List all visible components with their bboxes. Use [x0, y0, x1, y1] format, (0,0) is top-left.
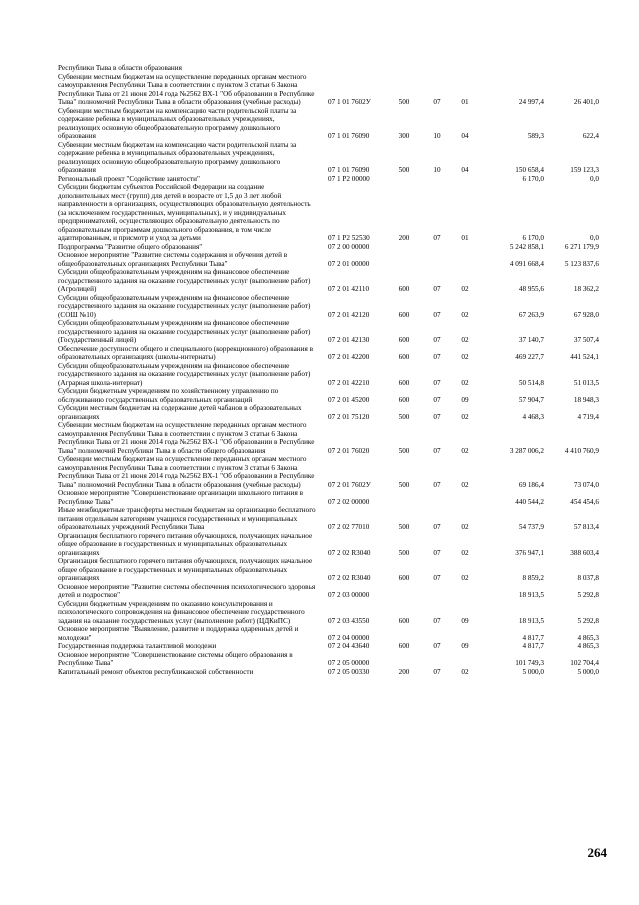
cell-code: 07 2 04 00000 — [328, 633, 370, 642]
cell-rz: 07 — [433, 446, 441, 455]
cell-name: Субсидии местным бюджетам на содержание детей чабанов в образовательных организациях — [58, 404, 302, 421]
table-row — [58, 557, 616, 583]
cell-name: Республики Тыва в области образования — [58, 64, 182, 72]
cell-pr: 04 — [461, 166, 469, 174]
cell-name: Субсидии бюджетным учреждениям по оказанию консультирования и психологического сопровождения на финансовое обеспечение государственного задания на оказание государственных услуг (выполнение работ) (ЦДКиПС) — [58, 599, 305, 625]
cell-name: Обеспечение доступности общего и специального (коррекционного) образования в образовательных организациях (школы-интернаты) — [58, 344, 313, 361]
cell-y2: 0,0 — [590, 174, 599, 183]
cell-code: 07 2 03 00000 — [328, 591, 370, 599]
cell-rz: 07 — [433, 353, 441, 361]
cell-rz: 07 — [433, 616, 441, 625]
page-number: 264 — [587, 845, 607, 860]
cell-y1: 48 955,6 — [518, 285, 544, 293]
cell-rz: 07 — [433, 642, 441, 650]
cell-name: Субсидии общеобразовательным учреждениям на финансовое обеспечение государственного задания на оказание государственных услуг (выполнение работ) (СОШ №10) — [58, 293, 311, 319]
table-row — [58, 268, 616, 294]
cell-code: 07 2 01 7602У — [328, 480, 371, 489]
table-row — [58, 625, 616, 642]
cell-y1: 37 140,7 — [518, 336, 544, 344]
table-row — [58, 455, 616, 489]
cell-y2: 8 037,8 — [577, 574, 599, 582]
cell-rz: 07 — [433, 285, 441, 293]
cell-rz: 07 — [433, 480, 441, 489]
cell-y2: 102 704,4 — [570, 659, 599, 667]
cell-vr: 500 — [398, 548, 410, 557]
cell-pr: 01 — [461, 234, 469, 242]
cell-y1: 57 904,7 — [518, 395, 544, 404]
cell-name: Субсидии общеобразовательным учреждениям на финансовое обеспечение государственного задания на оказание государственных услуг (выполнение работ) (Агролицей) — [58, 268, 311, 293]
cell-y2: 18 362,2 — [573, 285, 599, 293]
cell-y2: 26 401,0 — [573, 98, 599, 106]
cell-name: Субвенции местным бюджетам на осуществление переданных органам местного самоуправления Республики Тыва в соответствии с пунктом 3 статьи 6 Закона Республики Тыва от 21 июня 2014 года №2562 ВХ-1 "Об образовании в Республике Тыва" полномочий Республики Тыва в области образования (учебные расходы) — [58, 455, 315, 489]
cell-code: 07 2 01 00000 — [328, 259, 370, 268]
cell-y2: 18 948,3 — [573, 395, 599, 404]
table-row — [58, 345, 616, 362]
cell-y2: 73 074,0 — [573, 480, 599, 489]
cell-pr: 04 — [461, 132, 469, 140]
cell-name: Основное мероприятие "Совершенствование системы общего образования в Республике Тыва" — [58, 650, 293, 667]
cell-y1: 6 170,0 — [522, 174, 544, 183]
cell-code: 07 2 00 00000 — [328, 242, 370, 251]
cell-vr: 500 — [398, 412, 410, 421]
cell-vr: 500 — [398, 166, 410, 174]
cell-vr: 200 — [398, 234, 410, 242]
cell-name: Субвенции местным бюджетам на компенсацию части родительской платы за содержание ребенка в муниципальных образовательных учреждениях, реализующих основную общеобразовательную программу дошкольного образования — [58, 106, 297, 140]
table-row — [58, 251, 616, 268]
cell-y2: 51 013,5 — [573, 378, 599, 387]
budget-table — [58, 64, 616, 676]
cell-name: Субвенции местным бюджетам на компенсацию части родительской платы за содержание ребенка в муниципальных образовательных учреждениях, реализующих основную общеобразовательную программу дошкольного образования — [58, 140, 297, 174]
cell-y1: 54 737,9 — [518, 523, 544, 531]
cell-y1: 69 186,4 — [518, 480, 544, 489]
cell-code: 07 1 01 7602У — [328, 98, 371, 106]
cell-y2: 5 292,8 — [577, 591, 599, 599]
table-row — [58, 404, 616, 421]
cell-name: Основное мероприятие "Совершенствование организации школьного питания в Республике Тыва" — [58, 489, 303, 506]
cell-y1: 589,3 — [527, 132, 544, 140]
cell-rz: 07 — [433, 412, 441, 421]
table-row — [58, 362, 616, 388]
cell-code: 07 2 05 00000 — [328, 659, 370, 667]
cell-name: Государственная поддержка талантливой молодежи — [58, 642, 217, 650]
cell-y1: 376 947,1 — [515, 548, 544, 557]
cell-y1: 4 468,3 — [522, 412, 544, 421]
cell-pr: 02 — [461, 548, 469, 557]
cell-vr: 600 — [398, 378, 410, 387]
cell-code: 07 2 02 R3040 — [328, 548, 371, 557]
cell-vr: 600 — [398, 395, 410, 404]
cell-code: 07 1 P2 00000 — [328, 174, 370, 183]
cell-vr: 600 — [398, 642, 410, 650]
cell-pr: 02 — [461, 378, 469, 387]
table-row — [58, 387, 616, 404]
table-row — [58, 421, 616, 455]
cell-code: 07 2 02 77010 — [328, 523, 370, 531]
cell-rz: 07 — [433, 310, 441, 319]
cell-y2: 4 719,4 — [577, 412, 599, 421]
cell-code: 07 2 01 42110 — [328, 285, 370, 293]
cell-name: Субсидии общеобразовательным учреждениям на финансовое обеспечение государственного задания на оказание государственных услуг (выполнение работ) (Аграрная школа-интернат) — [58, 361, 311, 387]
cell-rz: 07 — [433, 98, 441, 106]
cell-vr: 600 — [398, 353, 410, 361]
cell-y2: 67 928,0 — [573, 310, 599, 319]
cell-y1: 469 227,7 — [515, 353, 544, 361]
cell-pr: 02 — [461, 412, 469, 421]
cell-y2: 37 507,4 — [573, 336, 599, 344]
cell-vr: 500 — [398, 480, 410, 489]
cell-rz: 07 — [433, 523, 441, 531]
cell-rz: 07 — [433, 378, 441, 387]
cell-y2: 6 271 179,9 — [564, 242, 599, 251]
cell-code: 07 2 02 R3040 — [328, 574, 371, 582]
cell-code: 07 2 05 00330 — [328, 667, 370, 676]
cell-pr: 09 — [461, 395, 469, 404]
cell-rz: 10 — [433, 166, 441, 174]
cell-name: Организация бесплатного горячего питания обучающихся, получающих начальное общее образование в государственных и муниципальных образовательных организациях — [58, 531, 313, 557]
table-row — [58, 506, 616, 532]
cell-vr: 300 — [398, 132, 410, 140]
cell-name: Иные межбюджетные трансферты местным бюджетам на организацию бесплатного питания отдельным категориям учащихся государственных и муниципальных образовательных учреждений Республики Тыва — [58, 506, 316, 531]
cell-vr: 600 — [398, 285, 410, 293]
cell-y1: 18 913,5 — [518, 616, 544, 625]
cell-vr: 600 — [398, 310, 410, 319]
cell-code: 07 2 01 42210 — [328, 378, 370, 387]
cell-rz: 07 — [433, 234, 441, 242]
cell-rz: 07 — [433, 395, 441, 404]
cell-y1: 50 514,8 — [518, 378, 544, 387]
cell-y2: 57 813,4 — [573, 523, 599, 531]
cell-pr: 02 — [461, 353, 469, 361]
cell-name: Региональный проект "Содействие занятости" — [58, 174, 200, 183]
cell-code: 07 2 02 00000 — [328, 497, 370, 506]
cell-y2: 4 410 760,9 — [564, 446, 599, 455]
cell-y1: 101 749,3 — [515, 659, 544, 667]
table-row — [58, 64, 616, 73]
cell-y1: 8 859,2 — [522, 574, 544, 582]
cell-code: 07 1 01 76090 — [328, 132, 370, 140]
cell-pr: 02 — [461, 310, 469, 319]
cell-y2: 388 603,4 — [570, 548, 599, 557]
cell-vr: 500 — [398, 523, 410, 531]
cell-pr: 09 — [461, 642, 469, 650]
cell-code: 07 2 01 42200 — [328, 353, 370, 361]
table-row — [58, 141, 616, 175]
cell-name: Капитальный ремонт объектов республиканской собственности — [58, 667, 254, 676]
cell-name: Основное мероприятие "Развитие системы содержания и обучения детей в общеобразовательных организациях Республики Тыва" — [58, 251, 288, 268]
cell-vr: 600 — [398, 616, 410, 625]
cell-pr: 01 — [461, 98, 469, 106]
cell-name: Основное мероприятие "Развитие системы обеспечения психологического здоровья детей и подростков" — [58, 582, 316, 599]
table-row — [58, 583, 616, 600]
table-row — [58, 489, 616, 506]
table-row — [58, 668, 616, 677]
cell-code: 07 1 01 76090 — [328, 166, 370, 174]
cell-name: Подпрограмма "Развитие общего образования" — [58, 242, 203, 251]
table-row — [58, 319, 616, 345]
cell-name: Субсидии бюджетам субъектов Российской Федерации на создание дополнительных мест (групп) для детей в возрасте от 1,5 до 3 лет любой направленности в организациях, осуществляющих образовательную деятельность (за исключением государственных, муниципальных), и у индивидуальных предпринимателей, осуществляющих образовательную деятельность по образовательным программам дошкольного образования, в том числе адаптированным, и присмотр и уход за детьми — [58, 183, 311, 242]
cell-code: 07 1 P2 52530 — [328, 234, 370, 242]
cell-y1: 18 913,5 — [518, 591, 544, 599]
table-row — [58, 73, 616, 107]
cell-name: Субсидии бюджетным учреждениям по хозяйственному управлению по обслуживанию государственных образовательных организаций — [58, 387, 279, 404]
cell-y2: 4 865,3 — [577, 633, 599, 642]
cell-code: 07 2 01 45200 — [328, 395, 370, 404]
cell-y1: 4 091 668,4 — [509, 259, 544, 268]
cell-pr: 02 — [461, 336, 469, 344]
cell-y2: 5 000,0 — [577, 667, 599, 676]
cell-y2: 622,4 — [582, 132, 599, 140]
cell-name: Основное мероприятие "Выявление, развитие и поддержка одаренных детей и молодежи" — [58, 625, 299, 642]
cell-name: Организация бесплатного горячего питания обучающихся, получающих начальное общее образование в государственных и муниципальных образовательных организациях — [58, 557, 313, 582]
cell-code: 07 2 01 42120 — [328, 310, 370, 319]
table-row — [58, 107, 616, 141]
cell-pr: 02 — [461, 574, 469, 582]
cell-vr: 200 — [398, 667, 410, 676]
cell-y2: 159 123,3 — [570, 166, 599, 174]
cell-y1: 5 242 858,1 — [509, 242, 544, 251]
cell-y1: 3 287 006,2 — [509, 446, 544, 455]
cell-rz: 07 — [433, 667, 441, 676]
cell-code: 07 2 03 43550 — [328, 616, 370, 625]
cell-rz: 07 — [433, 548, 441, 557]
cell-y2: 454 454,6 — [570, 497, 599, 506]
cell-vr: 500 — [398, 446, 410, 455]
cell-name: Субвенции местным бюджетам на осуществление переданных органам местного самоуправления Республики Тыва в соответствии с пунктом 3 статьи 6 Закона Республики Тыва от 21 июня 2014 года №2562 ВХ-1 "Об образовании в Республике Тыва" полномочий Республики Тыва в области общего образования — [58, 421, 315, 455]
table-row — [58, 600, 616, 626]
cell-pr: 02 — [461, 523, 469, 531]
cell-name: Субвенции местным бюджетам на осуществление переданных органам местного самоуправления Республики Тыва в соответствии с пунктом 3 статьи 6 Закона Республики Тыва от 21 июня 2014 года №2562 ВХ-1 "Об образовании в Республике Тыва" полномочий Республики Тыва в области образования (учебные расходы) — [58, 72, 315, 106]
cell-name: Субсидии общеобразовательным учреждениям на финансовое обеспечение государственного задания на оказание государственных услуг (выполнение работ) (Государственный лицей) — [58, 319, 311, 344]
cell-y1: 150 658,4 — [515, 166, 544, 174]
cell-vr: 600 — [398, 574, 410, 582]
table-row — [58, 642, 616, 651]
table-row — [58, 175, 616, 184]
cell-vr: 600 — [398, 336, 410, 344]
cell-y2: 441 524,1 — [570, 353, 599, 361]
cell-y1: 440 544,2 — [515, 497, 544, 506]
cell-y1: 67 263,9 — [518, 310, 544, 319]
cell-rz: 07 — [433, 574, 441, 582]
table-row — [58, 651, 616, 668]
table-row — [58, 243, 616, 252]
cell-vr: 500 — [398, 98, 410, 106]
table-row — [58, 183, 616, 243]
cell-y1: 4 817,7 — [522, 633, 544, 642]
cell-y1: 4 817,7 — [522, 642, 544, 650]
cell-pr: 02 — [461, 285, 469, 293]
cell-pr: 02 — [461, 667, 469, 676]
cell-code: 07 2 01 42130 — [328, 336, 370, 344]
cell-y1: 6 170,0 — [522, 234, 544, 242]
cell-y2: 0,0 — [590, 234, 599, 242]
cell-y2: 5 292,8 — [577, 616, 599, 625]
cell-y1: 24 997,4 — [518, 98, 544, 106]
cell-pr: 02 — [461, 446, 469, 455]
cell-y2: 4 865,3 — [577, 642, 599, 650]
table-row — [58, 532, 616, 558]
cell-code: 07 2 01 75120 — [328, 412, 370, 421]
cell-pr: 02 — [461, 480, 469, 489]
cell-y1: 5 000,0 — [522, 667, 544, 676]
table-row — [58, 294, 616, 320]
cell-code: 07 2 04 43640 — [328, 642, 370, 650]
cell-rz: 07 — [433, 336, 441, 344]
cell-y2: 5 123 837,6 — [564, 259, 599, 268]
cell-rz: 10 — [433, 132, 441, 140]
cell-pr: 09 — [461, 616, 469, 625]
cell-code: 07 2 01 76020 — [328, 446, 370, 455]
